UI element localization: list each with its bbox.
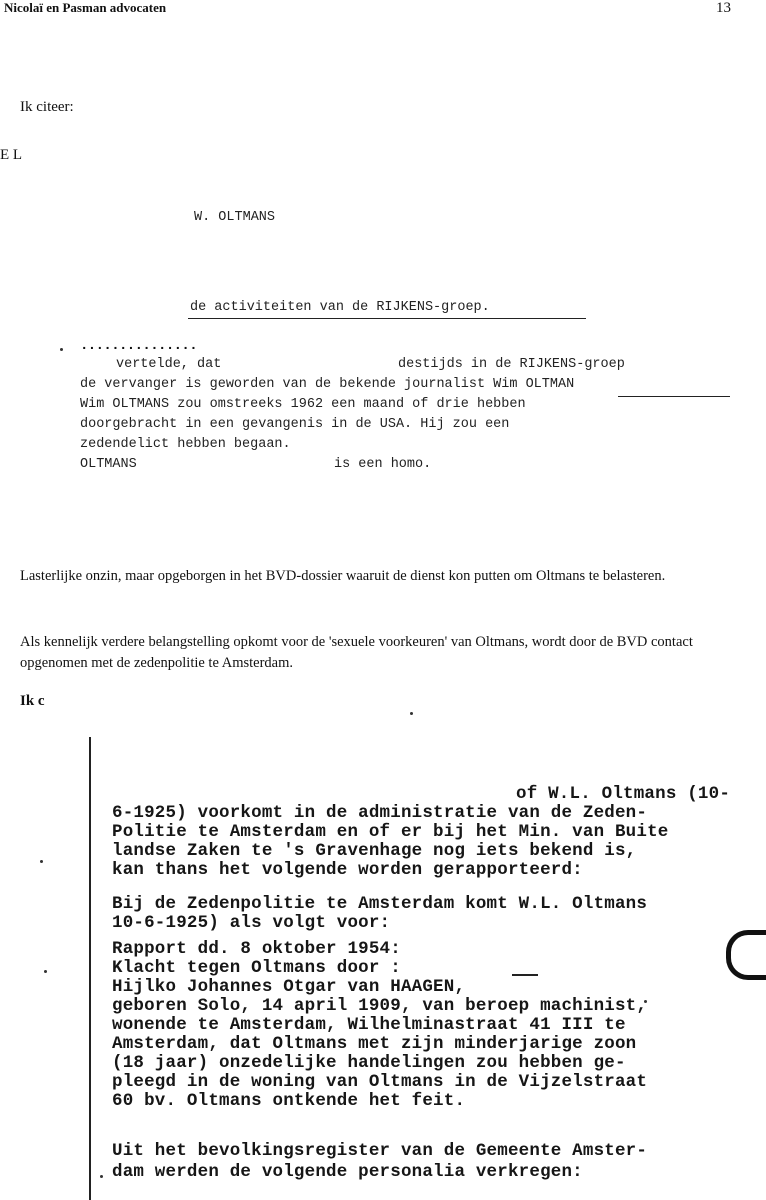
quote1-line4: doorgebracht in een gevangenis in de USA. Hij zou een [80,417,510,432]
quote2-line11: geboren Solo, 14 april 1909, van beroep machinist, [112,996,648,1016]
fragment-text: E L [0,147,23,163]
quote1-name-line: W. OLTMANS [194,210,276,225]
quote1-line3: Wim OLTMANS zou omstreeks 1962 een maand of drie hebben [80,397,526,412]
scan-speck [60,348,63,351]
quote2-line12: wonende te Amsterdam, Wilhelminastraat 41 III te [112,1015,626,1035]
excerpt-left-border [89,737,91,1200]
quote2-line5: kan thans het volgende worden gerapporteerd: [112,860,583,880]
quote2-line6: Bij de Zedenpolitie te Amsterdam komt W.L. Oltmans [112,894,648,914]
quote1-line1a: vertelde, dat [116,357,222,372]
scan-speck [40,860,43,863]
quote1-line6a: OLTMANS [80,457,137,472]
quote1-name-underline [618,396,730,397]
quote2-line13: Amsterdam, dat Oltmans met zijn minderjarige zoon [112,1034,637,1054]
quote1-line5: zedendelict hebben begaan. [80,437,291,452]
quote2-line18: dam werden de volgende personalia verkregen: [112,1162,583,1182]
quote2-line14: (18 jaar) onzedelijke handelingen zou hebben ge- [112,1053,626,1073]
paragraph-2: Als kennelijk verdere belangstelling opkomt voor de 'sexuele voorkeuren' van Oltmans, wordt door de BVD contact opgenomen met de zedenpolitie te Amsterdam. [20,634,693,671]
quote1-dots: ............... [80,338,198,354]
intro-text-2: Ik c [20,693,45,709]
quote2-line7: 10-6-1925) als volgt voor: [112,913,391,933]
scan-speck [410,712,413,715]
quote1-line1b: destijds in de RIJKENS-groep [398,357,625,372]
scan-speck [100,1175,103,1178]
quote2-line3: Politie te Amsterdam en of er bij het Min. van Buite [112,822,669,842]
page-number: 13 [716,0,731,16]
quote1-subject: de activiteiten van de RIJKENS-groep. [190,300,490,315]
header-title: Nicolaï en Pasman advocaten [4,0,167,15]
quote1-line2: de vervanger is geworden van de bekende journalist Wim OLTMAN [80,377,575,392]
quote1-subject-underline [188,318,586,319]
binder-clip-mark [726,930,766,980]
intro-text: Ik citeer: [20,99,74,115]
excerpt-dash-mark [512,974,538,976]
quote2-line9: Klacht tegen Oltmans door : [112,958,401,978]
quote2-line2: 6-1925) voorkomt in de administratie van de Zeden- [112,803,648,823]
quote2-line17: Uit het bevolkingsregister van de Gemeente Amster- [112,1141,648,1161]
quote2-line10: Hijlko Johannes Otgar van HAAGEN, [112,977,466,997]
quote2-line4: landse Zaken te 's Gravenhage nog iets bekend is, [112,841,637,861]
scan-speck [44,970,47,973]
quote2-line1: of W.L. Oltmans (10- [516,784,731,804]
quote1-line6b: is een homo. [334,457,432,472]
paragraph-1: Lasterlijke onzin, maar opgeborgen in het BVD-dossier waaruit de dienst kon putten om Oltmans te belasteren. [20,568,666,584]
quote2-line16: 60 bv. Oltmans ontkende het feit. [112,1091,466,1111]
quote2-line8: Rapport dd. 8 oktober 1954: [112,939,401,959]
quote2-line15: pleegd in de woning van Oltmans in de Vijzelstraat [112,1072,648,1092]
